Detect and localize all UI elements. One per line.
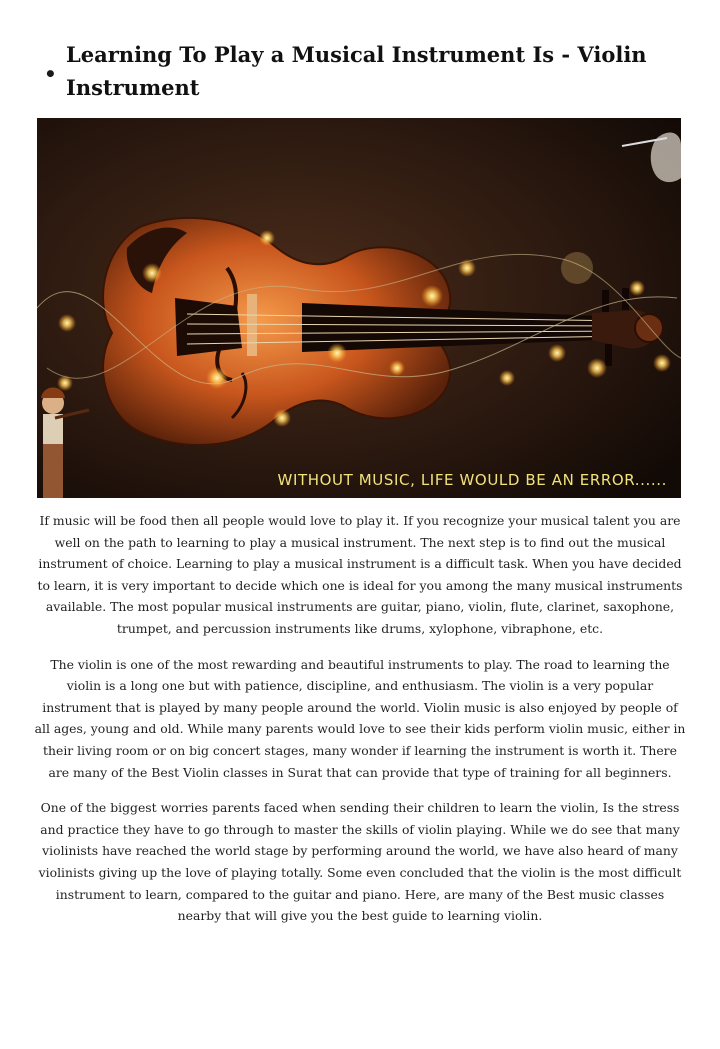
paragraph: The violin is one of the most rewarding and beautiful instruments to play. The road to learning the violin is a long one but with patience, discipline, and enthusiasm. The violin is a very popular instrument that is played by many people around the world. Violin music is also enjoyed by people of all ages, young and old. While many parents would love to see their kids perform violin music, either in their living room or on big concert stages, many wonder if learning the instrument is worth it. There are many of the Best Violin classes in Surat that can provide that type of training for all beginners.: [34, 656, 686, 780]
bullet-icon: •: [44, 62, 57, 86]
hero-caption: WITHOUT MUSIC, LIFE WOULD BE AN ERROR......: [277, 471, 667, 489]
hero-image: [37, 118, 681, 498]
paragraph: One of the biggest worries parents faced when sending their children to learn the violin, Is the stress and practice they have to go through to master the skills of violin playing. While we do see that many violinists have reached the world stage by performing around the world, we have also heard of many violinists giving up the love of playing totally. Some even concluded that the violin is the most difficult instrument to learn, compared to the guitar and piano. Here, are many of the Best music classes nearby that will give you the best guide to learning violin.: [38, 800, 682, 924]
article-body: [34, 510, 686, 941]
page-title: Learning To Play a Musical Instrument Is - Violin Instrument: [66, 42, 647, 100]
paragraph: If music will be food then all people would love to play it. If you recognize your musical talent you are well on the path to learning to play a musical instrument. The next step is to find out the musical instrument of choice. Learning to play a musical instrument is a difficult task. When you have decided to learn, it is very important to decide which one is ideal for you among the many musical instruments available. The most popular musical instruments are guitar, piano, violin, flute, clarinet, saxophone, trumpet, and percussion instruments like drums, xylophone, vibraphone, etc.: [37, 513, 683, 636]
violin-illustration: [37, 118, 681, 498]
